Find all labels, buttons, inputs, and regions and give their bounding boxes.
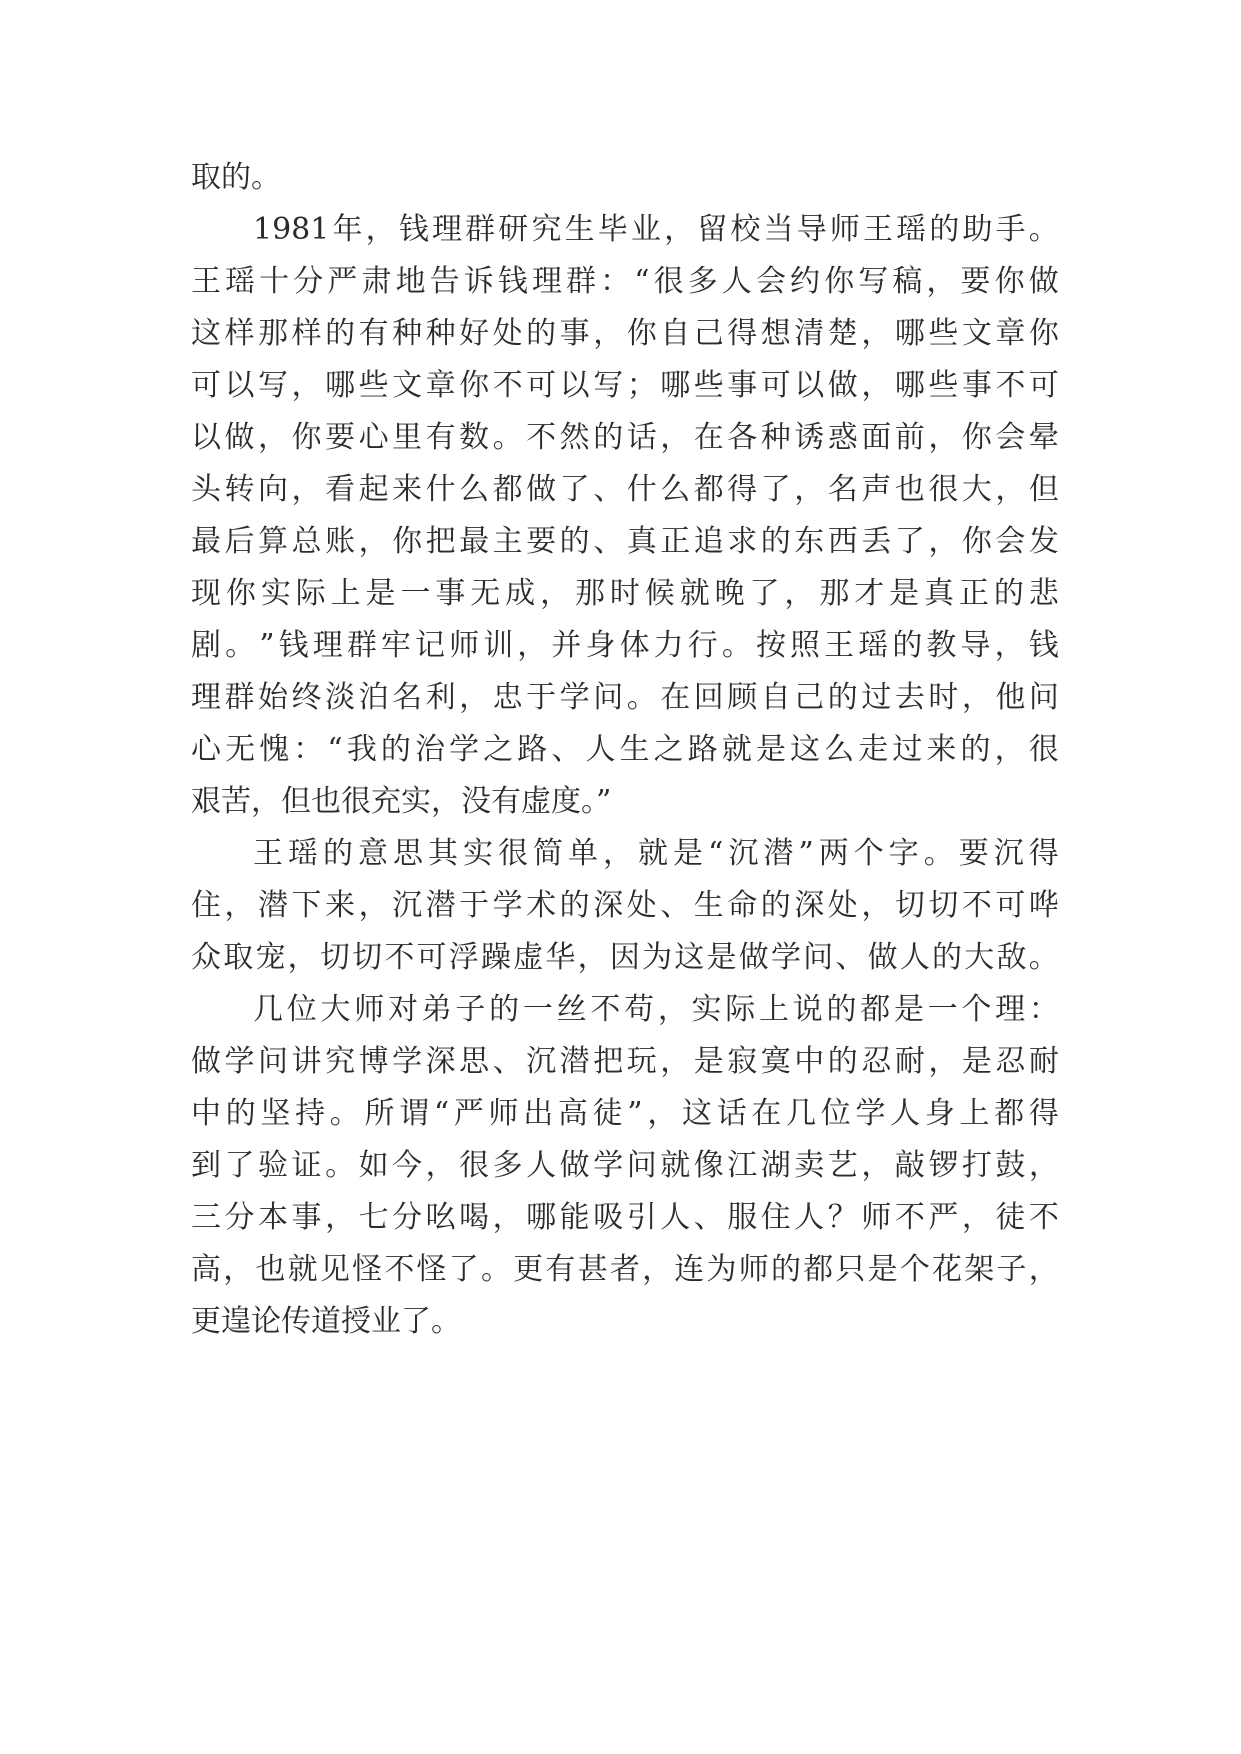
paragraph-line: 到 了 验 证 。 如 今 ， 很 多 人 做 学 问 就 像 江 湖 卖 艺 ， 敲 锣 打 鼓 ， xyxy=(191,1148,1059,1183)
paragraph-line: 剧 。 ” 钱 理 群 牢 记 师 训 ， 并 身 体 力 行 。 按 照 王 瑶 的 教 导 ， 钱 xyxy=(191,628,1059,663)
paragraph-line: 几 位 大 师 对 弟 子 的 一 丝 不 苟 ， 实 际 上 说 的 都 是 一 个 理 ： xyxy=(253,992,1059,1027)
paragraph-line: 头 转 向 ， 看 起 来 什 么 都 做 了 、 什 么 都 得 了 ， 名 声 也 很 大 ， 但 xyxy=(191,472,1059,507)
paragraph-line: 这 样 那 样 的 有 种 种 好 处 的 事 ， 你 自 己 得 想 清 楚 ， 哪 些 文 章 你 xyxy=(191,316,1059,351)
paragraph-line: 以 做 ， 你 要 心 里 有 数 。 不 然 的 话 ， 在 各 种 诱 惑 面 前 ， 你 会 晕 xyxy=(191,420,1059,455)
paragraph-line: 可 以 写 ， 哪 些 文 章 你 不 可 以 写 ； 哪 些 事 可 以 做 ， 哪 些 事 不 可 xyxy=(191,368,1059,403)
paragraph-line: 心 无 愧 ： “ 我 的 治 学 之 路 、 人 生 之 路 就 是 这 么 走 过 来 的 ， 很 xyxy=(191,732,1059,767)
paragraph-line: 1981 年 ， 钱 理 群 研 究 生 毕 业 ， 留 校 当 导 师 王 瑶 的 助 手 。 xyxy=(253,212,1059,247)
paragraph-line: 高 ， 也 就 见 怪 不 怪 了 。 更 有 甚 者 ， 连 为 师 的 都 只 是 个 花 架 子 ， xyxy=(191,1252,1059,1287)
paragraph-line: 王 瑶 的 意 思 其 实 很 简 单 ， 就 是 “ 沉 潜 ” 两 个 字 。 要 沉 得 xyxy=(253,836,1059,871)
paragraph-line: 做 学 问 讲 究 博 学 深 思 、 沉 潜 把 玩 ， 是 寂 寞 中 的 忍 耐 ， 是 忍 耐 xyxy=(191,1044,1059,1079)
paragraph-line: 住 ， 潜 下 来 ， 沉 潜 于 学 术 的 深 处 、 生 命 的 深 处 ， 切 切 不 可 哗 xyxy=(191,888,1059,923)
paragraph-line: 最 后 算 总 账 ， 你 把 最 主 要 的 、 真 正 追 求 的 东 西 丢 了 ， 你 会 发 xyxy=(191,524,1059,559)
paragraph-line: 中 的 坚 持 。 所 谓 “ 严 师 出 高 徒 ” ， 这 话 在 几 位 学 人 身 上 都 得 xyxy=(191,1096,1059,1131)
paragraph-line: 取的。 xyxy=(191,160,281,195)
paragraph-line: 众 取 宠 ， 切 切 不 可 浮 躁 虚 华 ， 因 为 这 是 做 学 问 、 做 人 的 大 敌 。 xyxy=(191,940,1059,975)
paragraph-line: 王 瑶 十 分 严 肃 地 告 诉 钱 理 群 ： “ 很 多 人 会 约 你 写 稿 ， 要 你 做 xyxy=(191,264,1059,299)
paragraph-line: 更遑论传道授业了。 xyxy=(191,1304,461,1339)
paragraph-line: 艰苦，但也很充实，没有虚度。” xyxy=(191,784,612,819)
paragraph-line: 理 群 始 终 淡 泊 名 利 ， 忠 于 学 问 。 在 回 顾 自 己 的 过 去 时 ， 他 问 xyxy=(191,680,1059,715)
paragraph-line: 现 你 实 际 上 是 一 事 无 成 ， 那 时 候 就 晚 了 ， 那 才 是 真 正 的 悲 xyxy=(191,576,1059,611)
paragraph-line: 三 分 本 事 ， 七 分 吆 喝 ， 哪 能 吸 引 人 、 服 住 人 ？ 师 不 严 ， 徒 不 xyxy=(191,1200,1059,1235)
